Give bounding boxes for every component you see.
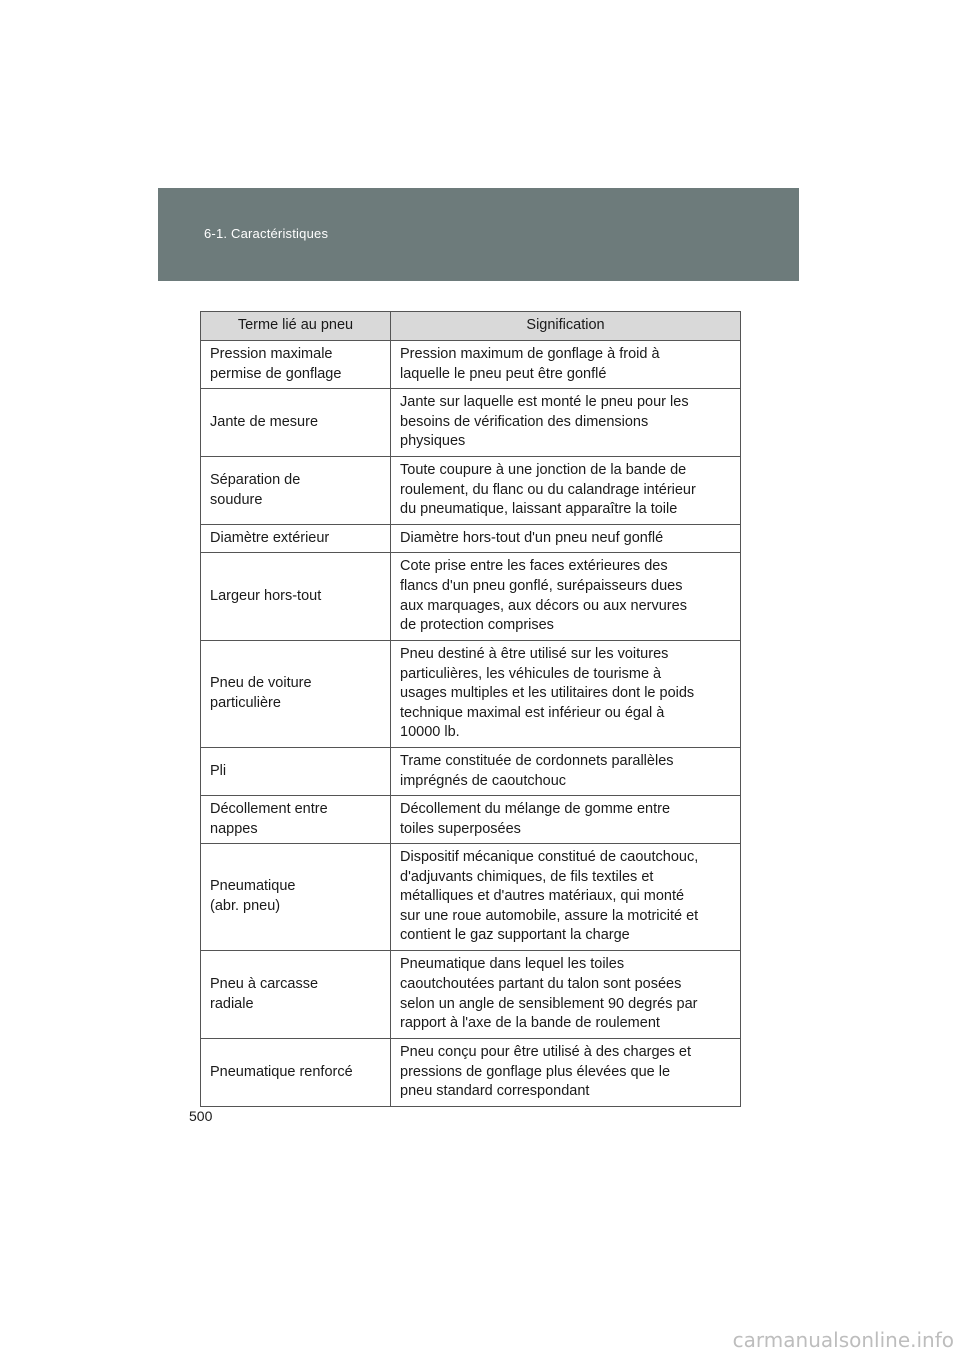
column-header-meaning: Signification bbox=[391, 312, 741, 341]
meaning-cell bbox=[391, 641, 741, 748]
table-row bbox=[201, 1039, 741, 1107]
watermark: carmanualsonline.info bbox=[732, 1328, 954, 1352]
term-cell bbox=[201, 1039, 391, 1107]
meaning-text: Diamètre hors-tout d'un pneu neuf gonflé bbox=[400, 529, 664, 546]
page-number: 500 bbox=[189, 1108, 213, 1124]
meaning-cell bbox=[391, 844, 741, 951]
meaning-text: Dispositif mécanique constitué de caoutchouc, d'adjuvants chimiques, de fils textiles et métalliques et d'autres matériaux, qui monté sur une roue automobile, assure la motricité et contient le gaz supportant la charge bbox=[400, 849, 699, 944]
meaning-text: Pression maximum de gonflage à froid à laquelle le pneu peut être gonflé bbox=[400, 345, 660, 382]
term-cell bbox=[201, 951, 391, 1039]
term-text: Diamètre extérieur bbox=[210, 529, 330, 546]
term-cell bbox=[201, 748, 391, 796]
term-cell bbox=[201, 341, 391, 389]
term-cell bbox=[201, 525, 391, 553]
term-text: Décollement entre nappes bbox=[210, 800, 328, 837]
term-text: Pneumatique (abr. pneu) bbox=[210, 878, 296, 914]
term-text: Pli bbox=[210, 762, 227, 779]
meaning-text: Jante sur laquelle est monté le pneu pour les besoins de vérification des dimensions physiques bbox=[400, 394, 689, 450]
term-text: Séparation de soudure bbox=[210, 471, 301, 508]
column-header-term: Terme lié au pneu bbox=[201, 312, 391, 341]
section-header-band bbox=[158, 188, 799, 281]
term-text: Pression maximale permise de gonflage bbox=[210, 345, 342, 382]
meaning-text: Cote prise entre les faces extérieures des flancs d'un pneu gonflé, surépaisseurs dues aux marquages, aux décors ou aux nervures de protection comprises bbox=[400, 558, 687, 634]
meaning-text: Toute coupure à une jonction de la bande de roulement, du flanc ou du calandrage intérieur du pneumatique, laissant apparaître la toile bbox=[400, 462, 696, 518]
table-row bbox=[201, 844, 741, 951]
table-row bbox=[201, 553, 741, 641]
term-text: Jante de mesure bbox=[210, 413, 319, 430]
table-row bbox=[201, 951, 741, 1039]
table-body bbox=[201, 341, 741, 1107]
term-text: Pneumatique renforcé bbox=[210, 1063, 353, 1080]
term-cell bbox=[201, 389, 391, 457]
meaning-cell bbox=[391, 748, 741, 796]
term-cell bbox=[201, 641, 391, 748]
meaning-text: Trame constituée de cordonnets parallèles imprégnés de caoutchouc bbox=[400, 752, 674, 789]
meaning-cell bbox=[391, 457, 741, 525]
table-header-row bbox=[201, 312, 741, 341]
table-row bbox=[201, 389, 741, 457]
section-title: 6-1. Caractéristiques bbox=[204, 226, 329, 241]
term-cell bbox=[201, 457, 391, 525]
meaning-cell bbox=[391, 796, 741, 844]
term-text: Pneu de voiture particulière bbox=[210, 675, 312, 711]
meaning-cell bbox=[391, 1039, 741, 1107]
tire-terms-table bbox=[200, 311, 741, 1107]
table-row bbox=[201, 641, 741, 748]
term-text: Largeur hors-tout bbox=[210, 587, 322, 604]
meaning-text: Pneu conçu pour être utilisé à des charges et pressions de gonflage plus élevées que le pneu standard correspondant bbox=[400, 1044, 691, 1100]
table-row bbox=[201, 341, 741, 389]
table-row bbox=[201, 457, 741, 525]
meaning-text: Pneumatique dans lequel les toiles caoutchoutées partant du talon sont posées selon un angle de sensiblement 90 degrés par rapport à l'axe de la bande de roulement bbox=[400, 956, 698, 1032]
meaning-cell bbox=[391, 553, 741, 641]
term-cell bbox=[201, 553, 391, 641]
meaning-text: Pneu destiné à être utilisé sur les voitures particulières, les véhicules de tourisme à usages multiples et les utilitaires dont le poids technique maximal est inférieur ou égal à 10000 lb. bbox=[400, 646, 695, 741]
meaning-cell bbox=[391, 951, 741, 1039]
meaning-cell bbox=[391, 389, 741, 457]
meaning-cell bbox=[391, 525, 741, 553]
meaning-cell bbox=[391, 341, 741, 389]
term-cell bbox=[201, 796, 391, 844]
table-row bbox=[201, 796, 741, 844]
table-row bbox=[201, 525, 741, 553]
table-row bbox=[201, 748, 741, 796]
term-text: Pneu à carcasse radiale bbox=[210, 975, 319, 1012]
term-cell bbox=[201, 844, 391, 951]
meaning-text: Décollement du mélange de gomme entre toiles superposées bbox=[400, 800, 671, 837]
